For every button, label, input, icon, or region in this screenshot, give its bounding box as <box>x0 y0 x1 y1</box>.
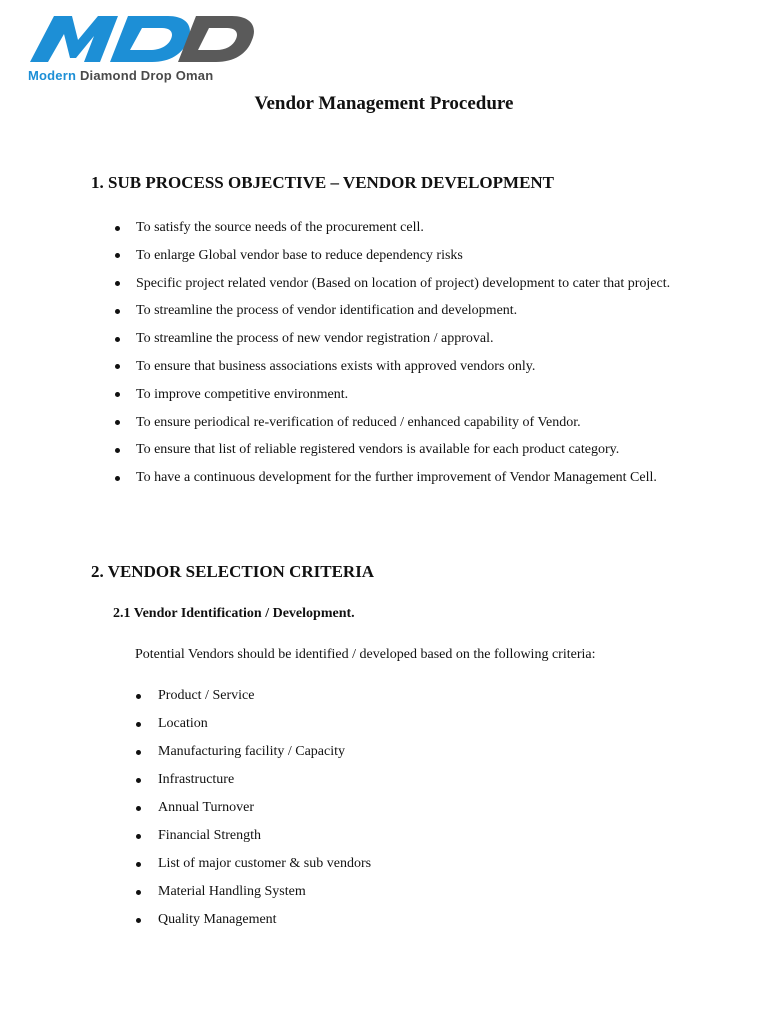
list-item: To enlarge Global vendor base to reduce dependency risks <box>136 242 678 270</box>
list-item: To streamline the process of vendor identification and development. <box>136 297 678 325</box>
list-item: To improve competitive environment. <box>136 381 678 409</box>
list-item: To ensure periodical re-verification of reduced / enhanced capability of Vendor. <box>136 409 678 437</box>
list-item: To have a continuous development for the further improvement of Vendor Management Cell. <box>136 464 678 492</box>
list-item: Infrastructure <box>158 766 658 794</box>
company-name-modern: Modern <box>28 68 77 83</box>
list-item: To satisfy the source needs of the procurement cell. <box>136 214 678 242</box>
section-1-heading: 1. SUB PROCESS OBJECTIVE – VENDOR DEVELOPMENT <box>91 173 555 192</box>
company-name-rest: Diamond Drop Oman <box>79 68 214 83</box>
list-item: Product / Service <box>158 682 658 710</box>
document-title: Vendor Management Procedure <box>254 93 514 114</box>
list-item: To ensure that business associations exists with approved vendors only. <box>136 353 678 381</box>
criteria-intro: Potential Vendors should be identified / developed based on the following criteria: <box>135 647 596 662</box>
subsection-2-1-heading: 2.1 Vendor Identification / Development. <box>113 606 355 621</box>
list-item: Material Handling System <box>158 878 658 906</box>
criteria-list <box>158 682 658 934</box>
objective-list <box>136 214 678 492</box>
company-logo <box>28 10 268 85</box>
list-item: To streamline the process of new vendor registration / approval. <box>136 325 678 353</box>
mdd-logo-mark <box>28 10 258 68</box>
section-2-heading: 2. VENDOR SELECTION CRITERIA <box>91 562 375 581</box>
list-item: Manufacturing facility / Capacity <box>158 738 658 766</box>
list-item: To ensure that list of reliable registered vendors is available for each product category. <box>136 436 678 464</box>
list-item: Financial Strength <box>158 822 658 850</box>
list-item: Location <box>158 710 658 738</box>
list-item: Annual Turnover <box>158 794 658 822</box>
list-item: List of major customer & sub vendors <box>158 850 658 878</box>
company-name <box>28 68 213 83</box>
list-item: Quality Management <box>158 906 658 934</box>
list-item: Specific project related vendor (Based on location of project) development to cater that project. <box>136 270 678 298</box>
